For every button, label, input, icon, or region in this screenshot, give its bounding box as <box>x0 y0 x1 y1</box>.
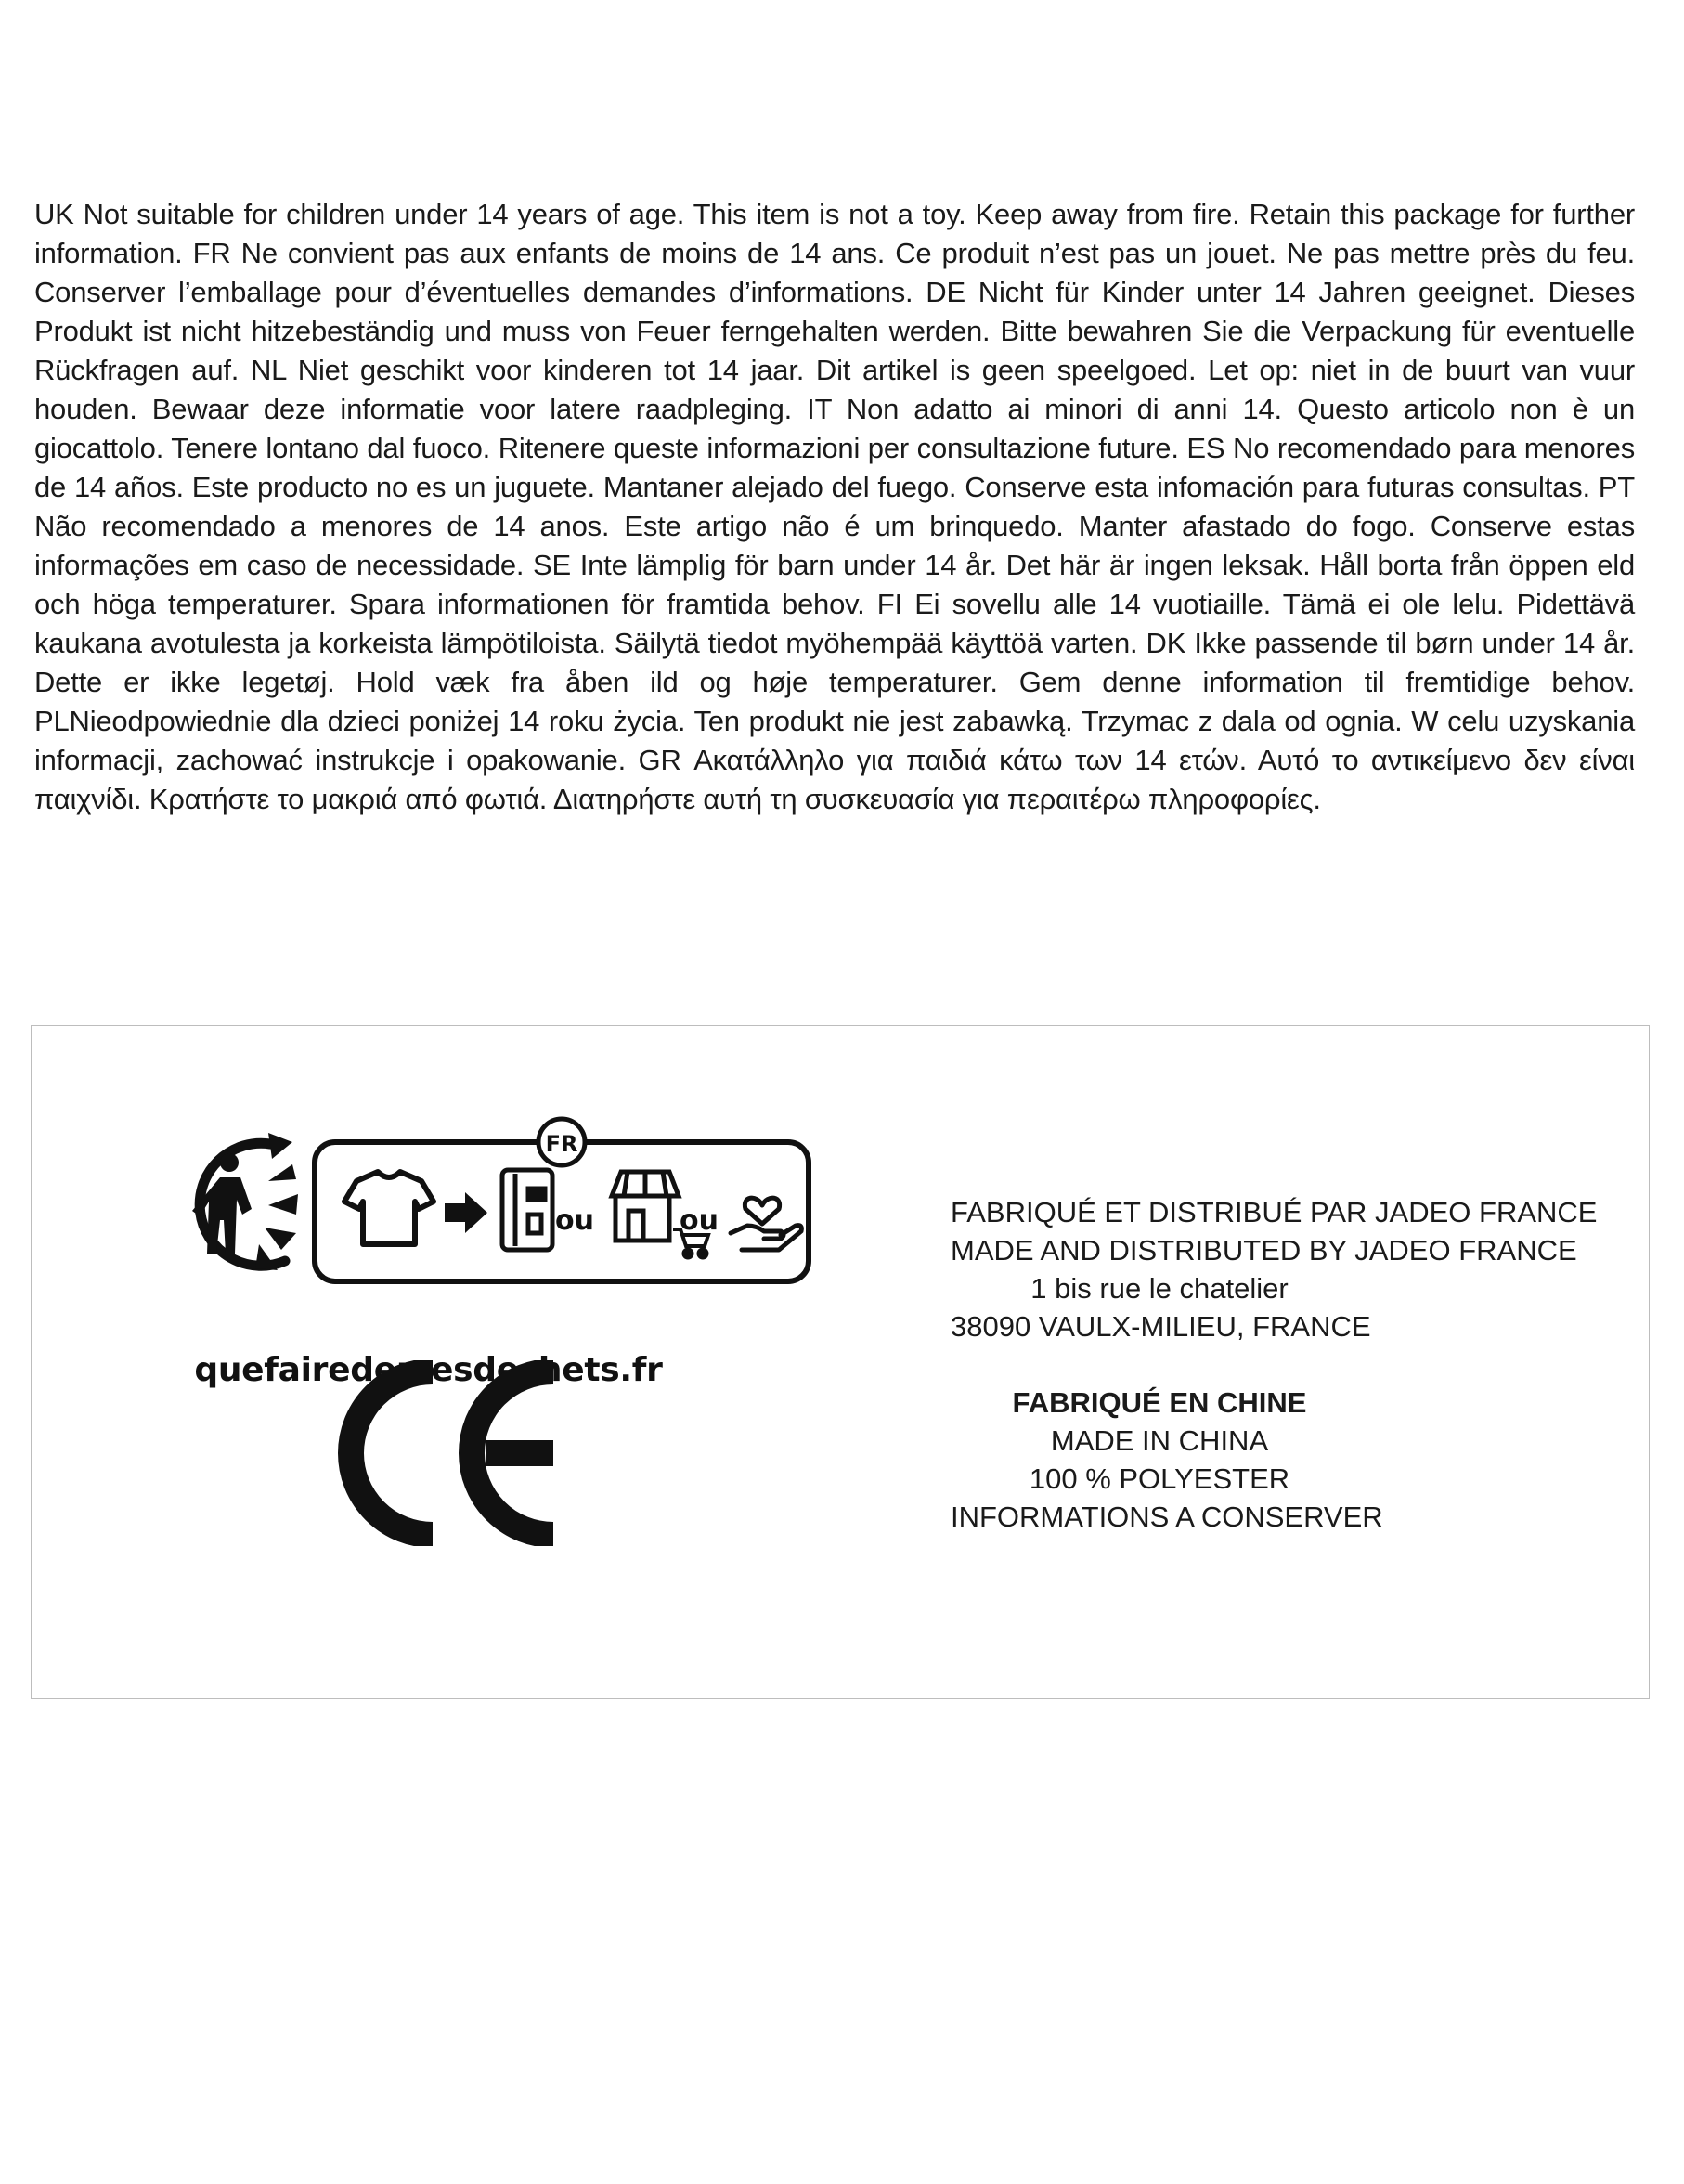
product-label-box <box>31 1025 1650 1699</box>
or-word: ou <box>555 1204 594 1237</box>
arrow-right-icon <box>445 1192 487 1233</box>
keep-information: INFORMATIONS A CONSERVER <box>951 1501 1383 1533</box>
made-in-en: MADE IN CHINA <box>1050 1424 1269 1457</box>
triman-website-url: quefairedemesdechets.fr <box>194 1351 663 1389</box>
manufacturer-line-en: MADE AND DISTRIBUTED BY JADEO FRANCE <box>951 1234 1577 1267</box>
ce-mark-icon <box>310 1360 589 1546</box>
tshirt-icon <box>344 1172 434 1244</box>
manufacturer-city: 38090 VAULX-MILIEU, FRANCE <box>951 1310 1371 1343</box>
made-in-fr: FABRIQUÉ EN CHINE <box>1012 1386 1307 1419</box>
composition: 100 % POLYESTER <box>1029 1462 1290 1495</box>
triman-info-graphic <box>129 1105 816 1346</box>
manufacturer-line-fr: FABRIQUÉ ET DISTRIBUÉ PAR JADEO FRANCE <box>951 1196 1598 1228</box>
multilingual-safety-warnings: UK Not suitable for children under 14 years of age. This item is not a toy. Keep away from fire. Retain this package for further information. FR Ne convient pas aux enfants de moins de 14 ans. Ce produit n’est pas un jouet. Ne pas mettre près du feu. Conserver l’emballage pour d’éventuelles demandes d’informations. DE Nicht für Kinder unter 14 Jahren geeignet. Dieses Produkt ist nicht hitzebeständig und muss von Feuer ferngehalten werden. Bitte bewahren Sie die Verpackung für eventuelle Rückfragen auf. NL Niet geschikt voor kinderen tot 14 jaar. Dit artikel is geen speelgoed. Let op: niet in de buurt van vuur houden. Bewaar deze informatie voor latere raadpleging. IT Non adatto ai minori di anni 14. Questo articolo non è un giocattolo. Tenere lontano dal fuoco. Ritenere queste informazioni per consultazione future. ES No recomendado para menores de 14 años. Este producto no es un juguete. Mantaner alejado del fuego. Conserve esta infomación para futuras consultas. PT Não recomendado a menores de 14 anos. Este artigo não é um brinquedo. Manter afastado do fogo. Conserve estas informações em caso de necessidade. SE Inte lämplig för barn under 14 år. Det här är ingen leksak. Håll borta från öppen eld och höga temperaturer. Spara informationen för framtida behov. FI Ei sovellu alle 14 vuotiaille. Tämä ei ole lelu. Pidettävä kaukana avotulesta ja korkeista lämpötiloista. Säilytä tiedot myöhempää käyttöä varten. DK Ikke passende til børn under 14 år. Dette er ikke legetøj. Hold væk fra åben ild og høje temperaturer. Gem denne information til fremtidige behov. PLNieodpowiednie dla dzieci poniżej 14 roku życia. Ten produkt nie jest zabawką. Trzymac z dala od ognia. W celu uzyskania informacji, zachować instrukcje i opakowanie. GR Ακατάλληλο για παιδιά κάτω των 14 ετών. Αυτό το αντικείμενο δεν είναι παιχνίδι. Κρατήστε το μακριά από φωτιά. Διατηρήστε αυτή τη συσκευασία για περαιτέρω πληροφορίες. <box>34 198 1635 815</box>
spacer <box>951 1346 1368 1384</box>
donation-hand-heart-icon <box>731 1198 801 1250</box>
manufacturer-street: 1 bis rue le chatelier <box>1030 1272 1289 1305</box>
or-word: ou <box>680 1204 719 1237</box>
manufacturer-info <box>951 1193 1598 1536</box>
triman-icon <box>192 1133 298 1270</box>
collection-bin-icon <box>502 1170 552 1250</box>
fr-badge-label: FR <box>545 1131 578 1157</box>
